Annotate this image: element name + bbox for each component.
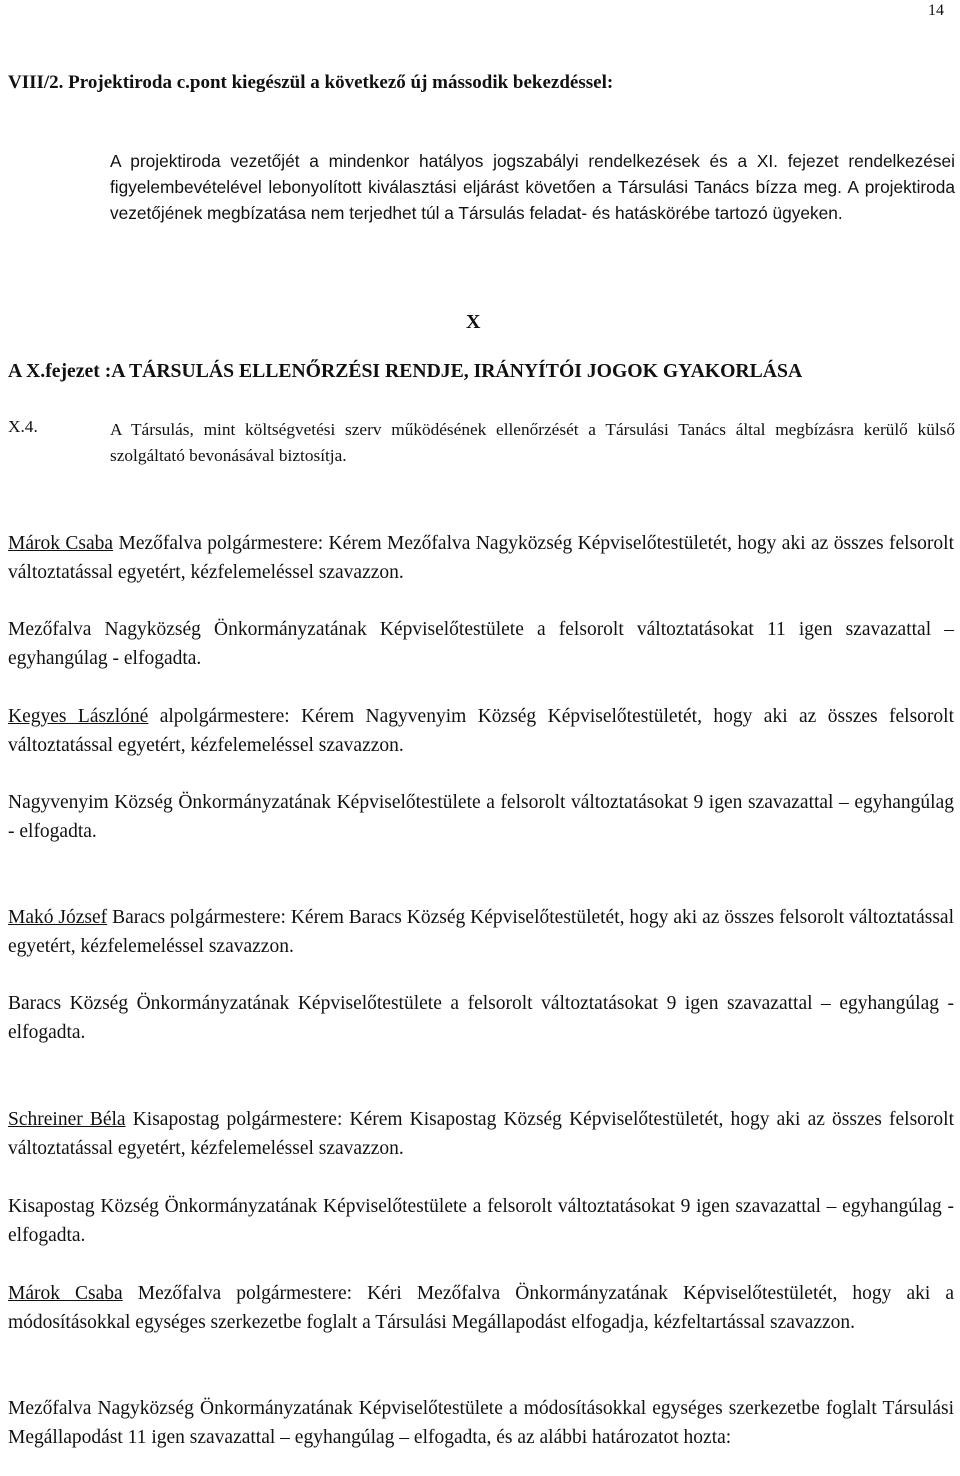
speech-paragraph bbox=[8, 1279, 954, 1337]
speaker-name: Makó József bbox=[8, 907, 108, 928]
speech-paragraph bbox=[8, 1105, 954, 1163]
paragraph-text: alpolgármestere: Kérem Nagyvenyim Község Képviselőtestületét, hogy aki az összes felsorolt változtatással egyetért, kézfelemeléssel szavazzon. bbox=[8, 706, 954, 756]
paragraph-text: Kisapostag Község Önkormányzatának Képviselőtestülete a felsorolt változtatásokat 9 igen szavazattal – egyhangúlag - elfogadta. bbox=[8, 1196, 954, 1246]
chapter-number: X bbox=[466, 311, 481, 333]
speech-paragraph bbox=[8, 903, 954, 961]
added-paragraph: A projektiroda vezetőjét a mindenkor hatályos jogszabályi rendelkezések és a XI. fejezet rendelkezései figyelembevételével lebonyolított kiválasztási eljárást követően a Társulási Tanács bízza meg. A projektiroda vezetőjének megbízatása nem terjedhet túl a Társulás feladat- és hatáskörébe tartozó ügyeken. bbox=[110, 151, 955, 223]
speaker-name: Kegyes Lászlóné bbox=[8, 706, 149, 727]
paragraph-text: Mezőfalva Nagyközség Önkormányzatának Képviselőtestülete a módosításokkal egységes szerkezetbe foglalt Társulási Megállapodást 11 igen szavazattal – egyhangúlag – elfogadta, és az alábbi határozatot hozta: bbox=[8, 1398, 954, 1448]
speaker-name: Márok Csaba bbox=[8, 1283, 123, 1304]
paragraph-text: Nagyvenyim Község Önkormányzatának Képviselőtestülete a felsorolt változtatásokat 9 igen szavazattal – egyhangúlag - elfogadta. bbox=[8, 792, 954, 842]
paragraph-text: Baracs Község Önkormányzatának Képviselőtestülete a felsorolt változtatásokat 9 igen szavazattal – egyhangúlag - elfogadta. bbox=[8, 993, 954, 1043]
speaker-name: Schreiner Béla bbox=[8, 1109, 126, 1130]
paragraph-text: Mezőfalva Nagyközség Önkormányzatának Képviselőtestülete a felsorolt változtatásokat 11 igen szavazattal – egyhangúlag - elfogadta. bbox=[8, 619, 954, 669]
paragraph-text: Baracs polgármestere: Kérem Baracs Község Képviselőtestületét, hogy aki az összes felsorolt változtatással egyetért, kézfelemeléssel szavazzon. bbox=[8, 907, 955, 957]
paragraph-text: Kisapostag polgármestere: Kérem Kisapostag Község Képviselőtestületét, hogy aki az összes felsorolt változtatással egyetért, kézfelemeléssel szavazzon. bbox=[8, 1109, 954, 1159]
page-number: 14 bbox=[928, 2, 944, 19]
section-heading: VIII/2. Projektiroda c.pont kiegészül a következő új mássodik bekezdéssel: bbox=[8, 72, 614, 93]
chapter-title: A X.fejezet :A TÁRSULÁS ELLENŐRZÉSI RENDJE, IRÁNYÍTÓI JOGOK GYAKORLÁSA bbox=[8, 360, 803, 382]
clause-text: A Társulás, mint költségvetési szerv működésének ellenőrzését a Társulási Tanács által megbízásra kerülő külső szolgáltató bevonásával biztosítja. bbox=[110, 420, 955, 465]
clause-number: X.4. bbox=[8, 417, 38, 436]
result-paragraph bbox=[8, 989, 954, 1047]
speech-paragraph bbox=[8, 529, 954, 587]
result-paragraph bbox=[8, 1192, 954, 1250]
result-paragraph bbox=[8, 1394, 954, 1452]
speaker-name: Márok Csaba bbox=[8, 533, 114, 554]
result-paragraph bbox=[8, 788, 954, 846]
paragraph-text: Mezőfalva polgármestere: Kéri Mezőfalva Önkormányzatának Képviselőtestületét, hogy aki a módosításokkal egységes szerkezetbe foglalt a Társulási Megállapodást elfogadja, kézfeltartással szavazzon. bbox=[8, 1283, 954, 1333]
result-paragraph bbox=[8, 615, 954, 673]
paragraph-text: Mezőfalva polgármestere: Kérem Mezőfalva Nagyközség Képviselőtestületét, hogy aki az összes felsorolt változtatással egyetért, kézfelemeléssel szavazzon. bbox=[8, 533, 954, 583]
speech-paragraph bbox=[8, 702, 954, 760]
